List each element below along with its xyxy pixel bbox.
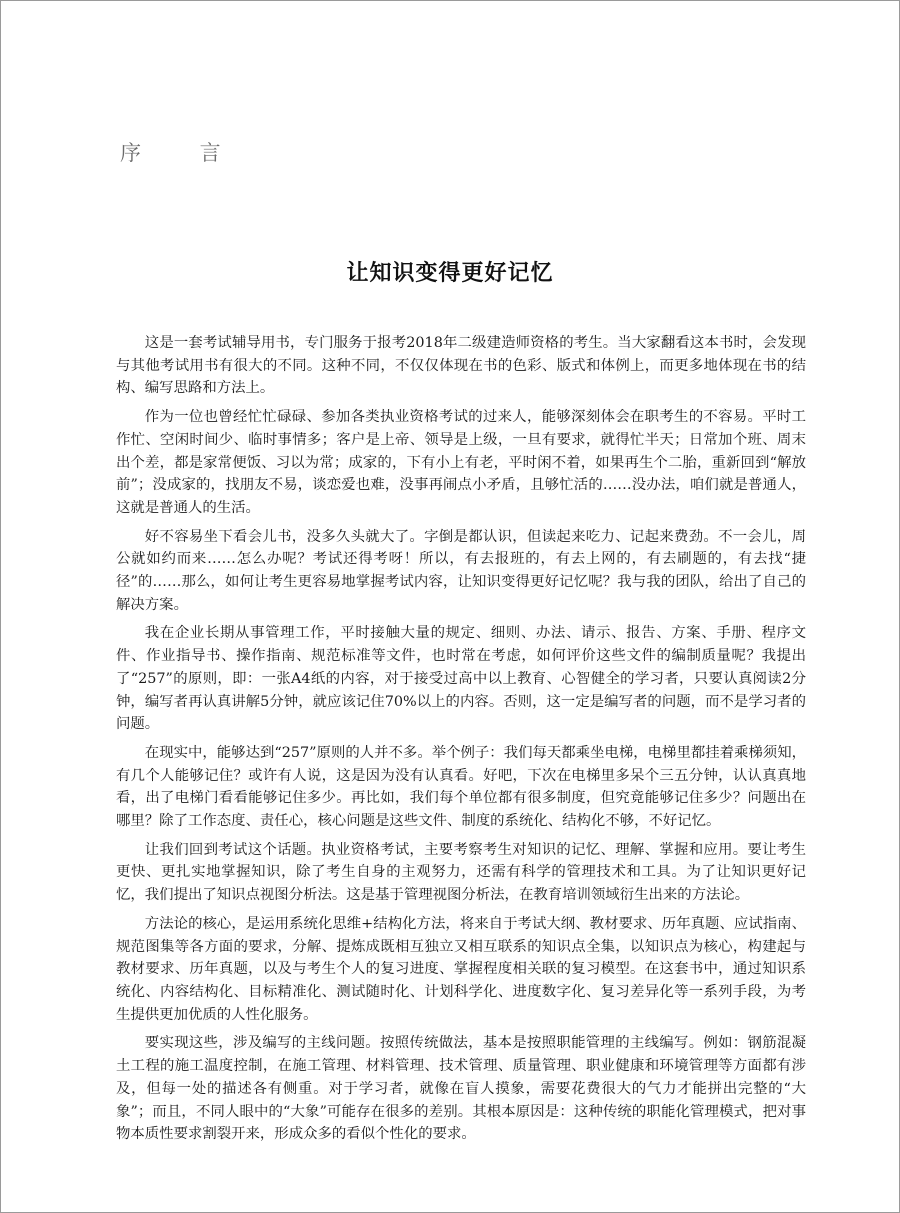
page-title: 让知识变得更好记忆 [346, 261, 554, 286]
paragraph: 在现实中，能够达到“257”原则的人并不多。举个例子：我们每天都乘坐电梯，电梯里都挂着乘梯须知，有几个人能够记住？或许有人说，这是因为没有认真看。好吧，下次在电梯里多呆个三五分钟，认认真真地看，出了电梯门看看能够记住多少。再比如，我们每个单位都有很多制度，但究竟能够记住多少？问题出在哪里？除了工作态度、责任心，核心问题是这些文件、制度的系统化、结构化不够，不好记忆。 [116, 744, 806, 830]
paragraph: 让我们回到考试这个话题。执业资格考试，主要考察考生对知识的记忆、理解、掌握和应用。要让考生更快、更扎实地掌握知识，除了考生自身的主观努力，还需有科学的管理技术和工具。为了让知识更好记忆，我们提出了知识点视图分析法。这是基于管理视图分析法，在教育培训领域衍生出来的方法论。 [116, 841, 806, 904]
paragraph: 我在企业长期从事管理工作，平时接触大量的规定、细则、办法、请示、报告、方案、手册、程序文件、作业指导书、操作指南、规范标准等文件，也时常在考虑，如何评价这些文件的编制质量呢？我提出了“257”的原则，即：一张A4纸的内容，对于接受过高中以上教育、心智健全的学习者，只要认真阅读2分钟，编写者再认真讲解5分钟，就应该记住70%以上的内容。否则，这一定是编写者的问题，而不是学习者的问题。 [116, 625, 806, 733]
paragraph: 好不容易坐下看会儿书，没多久头就大了。字倒是都认识，但读起来吃力、记起来费劲。不一会儿，周公就如约而来……怎么办呢？考试还得考呀！所以，有去报班的，有去上网的，有去刷题的，有去找“捷径”的……那么，如何让考生更容易地掌握考试内容，让知识变得更好记忆呢？我与我的团队，给出了自己的解决方案。 [116, 528, 806, 613]
body-text [116, 332, 806, 1152]
paragraph: 方法论的核心，是运用系统化思维+结构化方法，将来自于考试大纲、教材要求、历年真题、应试指南、规范图集等各方面的要求，分解、提炼成既相互独立又相互联系的知识点全集，以知识点为核心，构建起与教材要求、历年真题，以及与考生个人的复习进度、掌握程度相关联的复习模型。在这套书中，通过知识系统化、内容结构化、目标精准化、测试随时化、计划科学化、进度数字化、复习差异化等一系列手段，为考生提供更加优质的人性化服务。 [116, 915, 806, 1023]
section-label: 序 言 [120, 141, 247, 165]
paragraph: 要实现这些，涉及编写的主线问题。按照传统做法，基本是按照职能管理的主线编写。例如：钢筋混凝土工程的施工温度控制，在施工管理、材料管理、技术管理、质量管理、职业健康和环境管理等方面都有涉及，但每一处的描述各有侧重。对于学习者，就像在盲人摸象，需要花费很大的气力才能拼出完整的“大象”；而且，不同人眼中的“大象”可能存在很多的差别。其根本原因是：这种传统的职能化管理模式，把对事物本质性要求割裂开来，形成众多的看似个性化的要求。 [116, 1035, 806, 1143]
paragraph: 这是一套考试辅导用书，专门服务于报考2018年二级建造师资格的考生。当大家翻看这本书时，会发现与其他考试用书有很大的不同。这种不同，不仅仅体现在书的色彩、版式和体例上，而更多地体现在书的结构、编写思路和方法上。 [116, 335, 806, 397]
paragraph: 作为一位也曾经忙忙碌碌、参加各类执业资格考试的过来人，能够深刻体会在职考生的不容易。平时工作忙、空闲时间少、临时事情多；客户是上帝、领导是上级，一旦有要求，就得忙半天；日常加个班、周末出个差，都是家常便饭、习以为常；成家的，下有小上有老，平时闲不着，如果再生个二胎，重新回到“解放前”；没成家的，找朋友不易，谈恋爱也难，没事再闹点小矛盾，且够忙活的……没办法，咱们就是普通人，这就是普通人的生活。 [116, 409, 806, 516]
